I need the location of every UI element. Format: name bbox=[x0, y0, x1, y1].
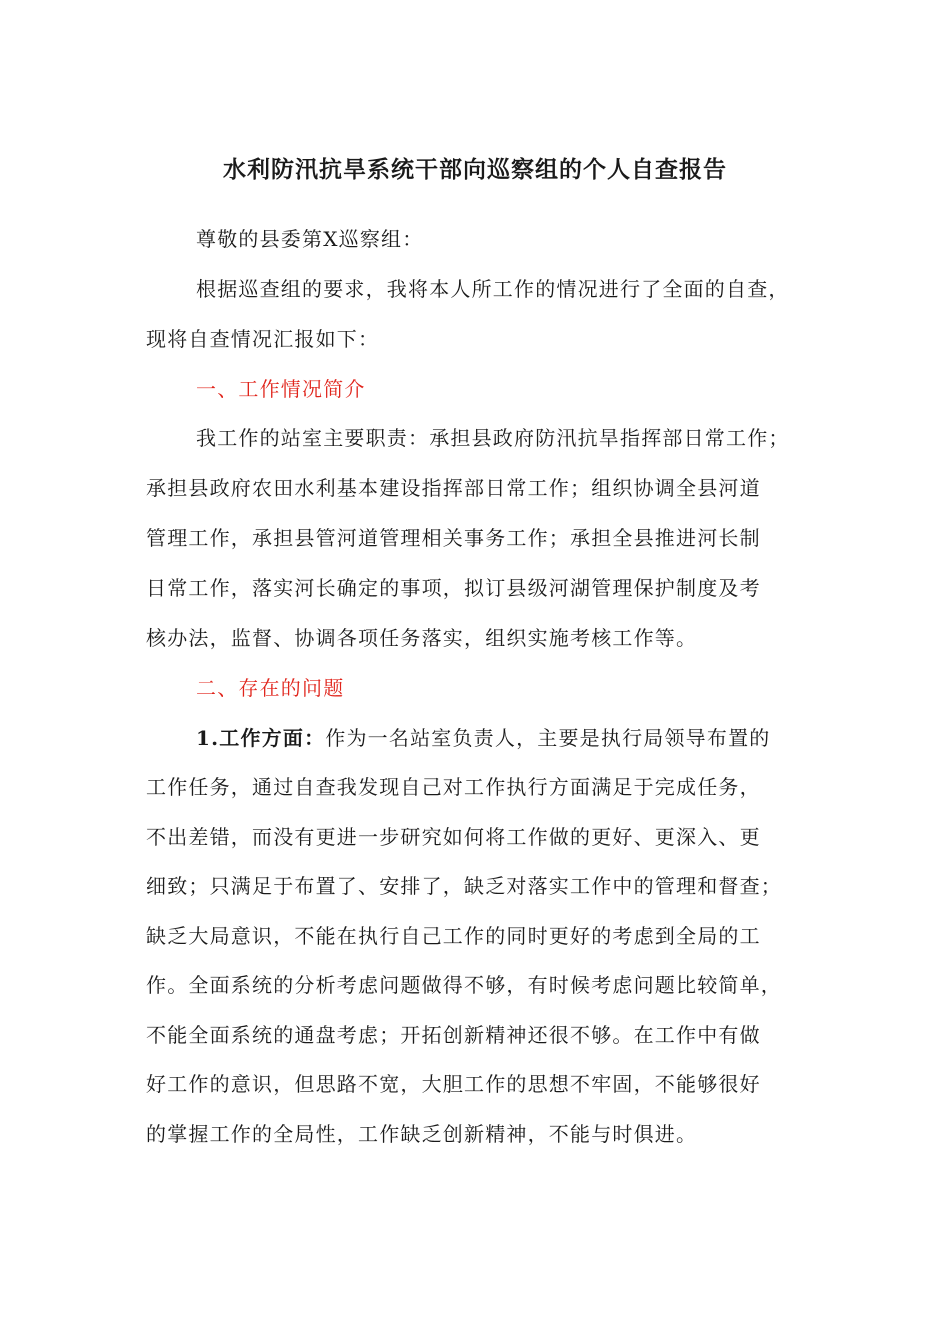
item-1-first-text: 作为一名站室负责人，主要是执行局领导布置的 bbox=[325, 726, 771, 750]
section-2-line: 缺乏大局意识，不能在执行自己工作的同时更好的考虑到全局的工 bbox=[146, 924, 761, 948]
section-2-line: 作。全面系统的分析考虑问题做得不够，有时候考虑问题比较简单， bbox=[146, 973, 782, 997]
section-2-heading: 二、存在的问题 bbox=[196, 676, 345, 700]
section-2-line: 好工作的意识，但思路不宽，大胆工作的思想不牢固，不能够很好 bbox=[146, 1072, 761, 1096]
salutation: 尊敬的县委第X巡察组： bbox=[196, 227, 424, 251]
section-1-line: 我工作的站室主要职责：承担县政府防汛抗旱指挥部日常工作； bbox=[196, 426, 790, 450]
section-1-line: 日常工作，落实河长确定的事项，拟订县级河湖管理保护制度及考 bbox=[146, 576, 761, 600]
item-1-label: 1.工作方面： bbox=[196, 726, 326, 750]
section-2-line: 工作任务，通过自查我发现自己对工作执行方面满足于完成任务， bbox=[146, 775, 761, 799]
section-2-line: 细致；只满足于布置了、安排了，缺乏对落实工作中的管理和督查； bbox=[146, 874, 782, 898]
document-title: 水利防汛抗旱系统干部向巡察组的个人自查报告 bbox=[223, 156, 727, 183]
intro-line-2: 现将自查情况汇报如下： bbox=[146, 327, 380, 351]
section-1-line: 核办法，监督、协调各项任务落实，组织实施考核工作等。 bbox=[146, 626, 698, 650]
section-1-line: 管理工作，承担县管河道管理相关事务工作；承担全县推进河长制 bbox=[146, 526, 761, 550]
section-2-line: 的掌握工作的全局性，工作缺乏创新精神，不能与时俱进。 bbox=[146, 1122, 698, 1146]
section-2-line: 不能全面系统的通盘考虑；开拓创新精神还很不够。在工作中有做 bbox=[146, 1023, 761, 1047]
intro-line-1: 根据巡查组的要求，我将本人所工作的情况进行了全面的自查， bbox=[196, 277, 790, 301]
section-2-line: 不出差错，而没有更进一步研究如何将工作做的更好、更深入、更 bbox=[146, 825, 761, 849]
section-1-heading: 一、工作情况简介 bbox=[196, 377, 366, 401]
section-2-item-1 bbox=[196, 718, 826, 758]
section-1-line: 承担县政府农田水利基本建设指挥部日常工作；组织协调全县河道 bbox=[146, 476, 761, 500]
